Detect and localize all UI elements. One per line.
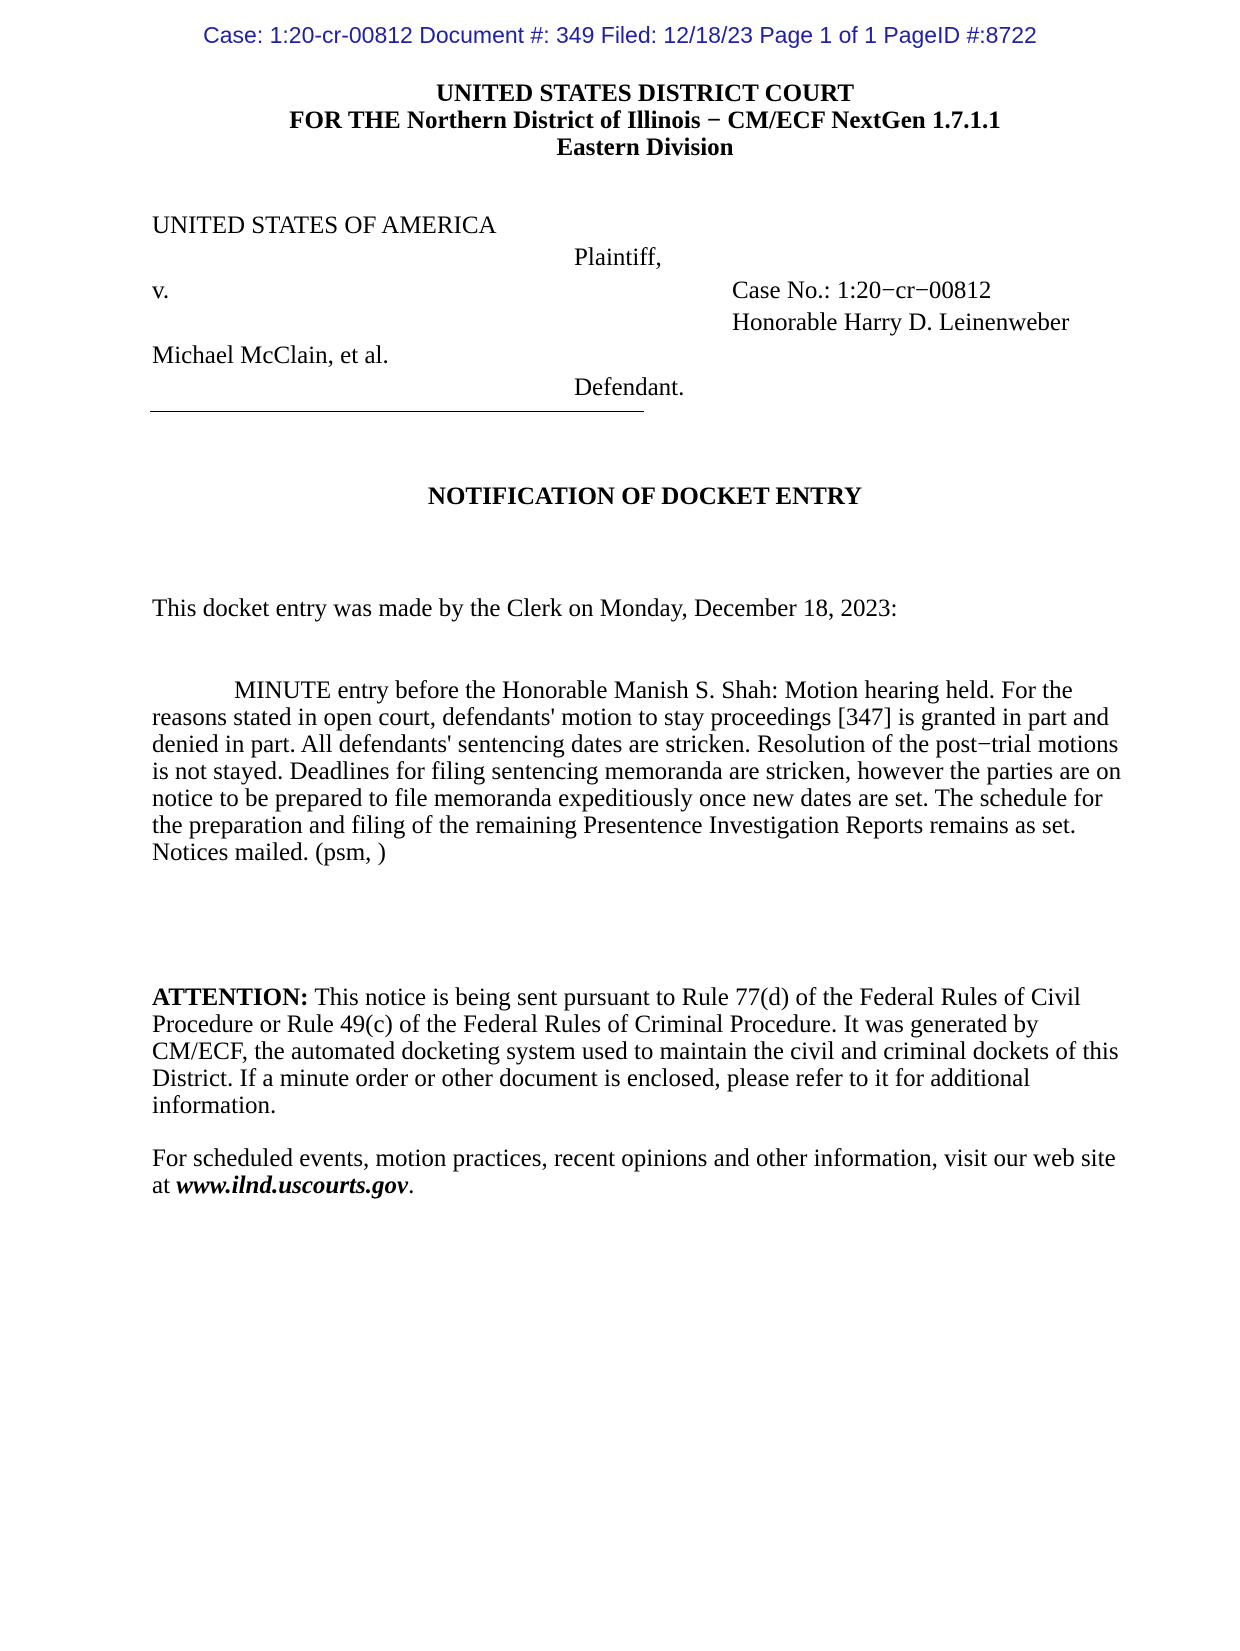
defendant-name: Michael McClain, et al. xyxy=(152,342,389,369)
caption-divider xyxy=(150,411,644,412)
website-link[interactable]: www.ilnd.uscourts.gov xyxy=(176,1172,409,1199)
defendant-role: Defendant. xyxy=(574,374,685,401)
plaintiff-role: Plaintiff, xyxy=(574,244,662,271)
website-prefix: For scheduled events, motion practices, recent opinions and other information, visit our web site at xyxy=(152,1145,1116,1199)
attention-paragraph xyxy=(152,984,1132,1119)
court-division: Eastern Division xyxy=(556,134,734,161)
attention-label: ATTENTION: xyxy=(152,984,309,1011)
website-suffix: . xyxy=(408,1172,415,1199)
versus-label: v. xyxy=(152,277,170,304)
case-header-stamp: Case: 1:20-cr-00812 Document #: 349 Filed: 12/18/23 Page 1 of 1 PageID #:8722 xyxy=(203,22,1037,48)
presiding-judge: Honorable Harry D. Leinenweber xyxy=(732,309,1070,336)
entry-intro: This docket entry was made by the Clerk on Monday, December 18, 2023: xyxy=(152,595,898,622)
attention-text: This notice is being sent pursuant to Rule 77(d) of the Federal Rules of Civil Procedure or Rule 49(c) of the Federal Rules of Criminal Procedure. It was generated by CM/ECF, the automated docketing system used to maintain the civil and criminal dockets of this District. If a minute order or other document is enclosed, please refer to it for additional information. xyxy=(152,984,1119,1119)
court-heading xyxy=(0,80,1240,161)
case-number: Case No.: 1:20−cr−00812 xyxy=(732,277,992,304)
website-paragraph xyxy=(152,1145,1132,1199)
minute-entry: MINUTE entry before the Honorable Manish S. Shah: Motion hearing held. For the reasons stated in open court, defendants' motion to stay proceedings [347] is granted in part and denied in part. All defendants' sentencing dates are stricken. Resolution of the post−trial motions is not stayed. Deadlines for filing sentencing memoranda are stricken, however the parties are on notice to be prepared to file memoranda expeditiously once new dates are set. The schedule for the preparation and filing of the remaining Presentence Investigation Reports remains as set. Notices mailed. (psm, ) xyxy=(152,677,1122,866)
plaintiff-name: UNITED STATES OF AMERICA xyxy=(152,212,497,239)
court-district: FOR THE Northern District of Illinois − CM/ECF NextGen 1.7.1.1 xyxy=(289,107,1001,134)
notice-title: NOTIFICATION OF DOCKET ENTRY xyxy=(427,483,863,510)
court-name: UNITED STATES DISTRICT COURT xyxy=(436,80,854,107)
